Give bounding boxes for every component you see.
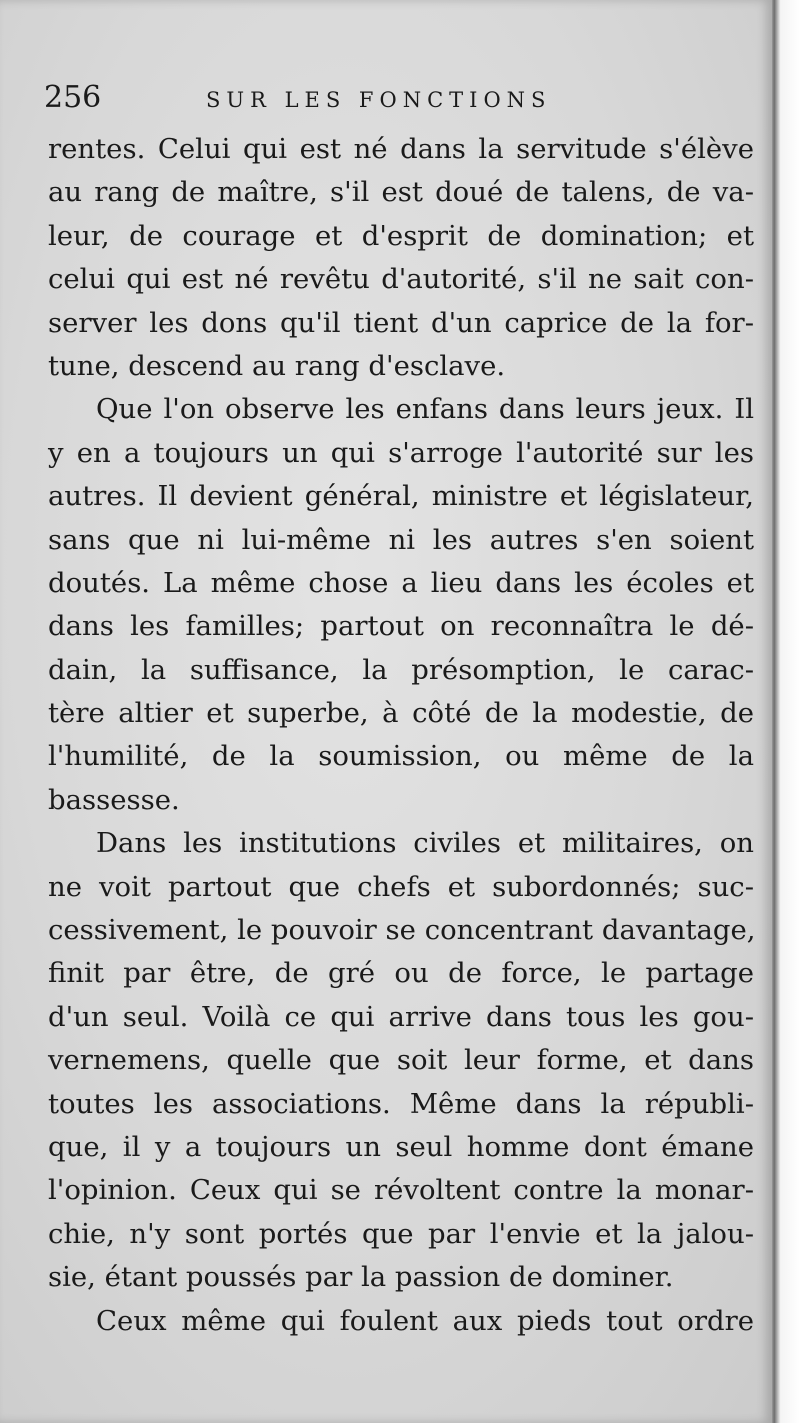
page-header: [44, 78, 764, 118]
text-line: finit par être, de gré ou de force, le partage: [48, 957, 754, 990]
text-line: chie, n'y sont portés que par l'envie et la jalou-: [48, 1217, 754, 1250]
text-line: vernemens, quelle que soit leur forme, et dans: [48, 1044, 754, 1077]
text-line: au rang de maître, s'il est doué de talens, de va-: [48, 176, 754, 209]
text-line: que, il y a toujours un seul homme dont émane: [48, 1130, 754, 1163]
paragraph-start-line: Ceux même qui foulent aux pieds tout ordre: [96, 1304, 754, 1337]
body-text: [48, 128, 754, 1343]
text-line: dans les familles; partout on reconnaîtra le dé-: [48, 610, 754, 643]
text-line: cessivement, le pouvoir se concentrant davantage,: [48, 914, 756, 947]
text-line: y en a toujours un qui s'arroge l'autorité sur les: [48, 436, 754, 469]
text-line: dain, la suffisance, la présomption, le carac-: [48, 653, 754, 686]
text-line: sie, étant poussés par la passion de dominer.: [48, 1261, 674, 1294]
text-line: bassesse.: [48, 783, 180, 816]
text-line: d'un seul. Voilà ce qui arrive dans tous les gou-: [48, 1000, 754, 1033]
text-line: ne voit partout que chefs et subordonnés; suc-: [48, 870, 754, 903]
paragraph-start-line: Dans les institutions civiles et militaires, on: [96, 827, 754, 860]
running-title: SUR LES FONCTIONS: [206, 88, 552, 112]
page-edge: [772, 0, 800, 1423]
text-line: doutés. La même chose a lieu dans les écoles et: [48, 566, 754, 599]
text-line: server les dons qu'il tient d'un caprice de la for-: [48, 306, 754, 339]
text-line: autres. Il devient général, ministre et législateur,: [48, 480, 754, 513]
text-line: l'humilité, de la soumission, ou même de la: [48, 740, 754, 773]
text-line: tère altier et superbe, à côté de la modestie, de: [48, 697, 754, 730]
text-line: sans que ni lui-même ni les autres s'en soient: [48, 523, 754, 556]
text-line: rentes. Celui qui est né dans la servitude s'élève: [48, 133, 754, 165]
page-number: 256: [44, 80, 102, 115]
text-line: l'opinion. Ceux qui se révoltent contre la monar-: [48, 1174, 754, 1207]
text-line: tune, descend au rang d'esclave.: [48, 349, 506, 382]
paragraph-start-line: Que l'on observe les enfans dans leurs jeux. Il: [96, 393, 754, 426]
text-line: celui qui est né revêtu d'autorité, s'il ne sait con-: [48, 263, 754, 296]
text-line: leur, de courage et d'esprit de domination; et: [48, 219, 754, 252]
text-line: toutes les associations. Même dans la républi-: [48, 1087, 754, 1120]
